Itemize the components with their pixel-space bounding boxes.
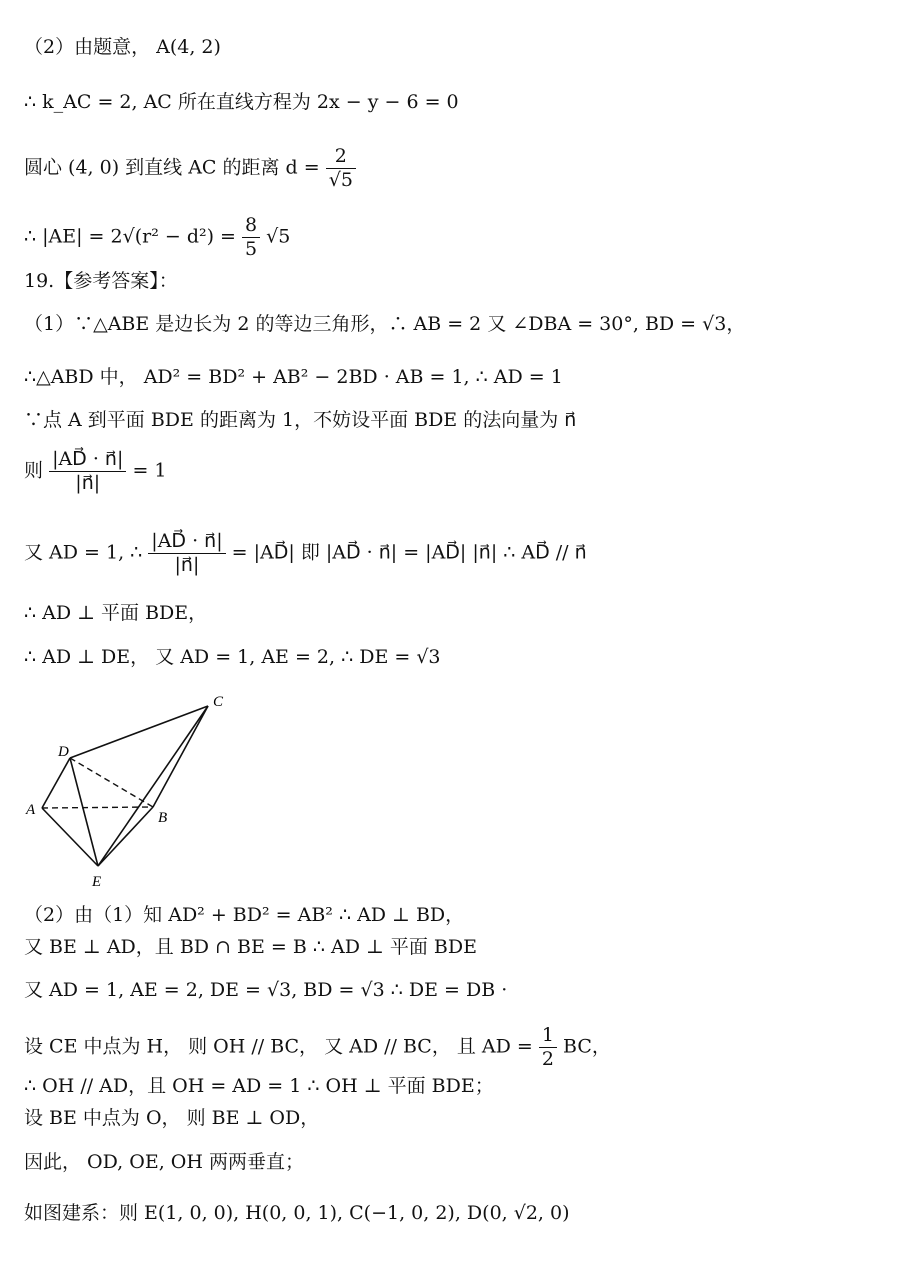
- line-17: ∴ OH // AD，且 OH = AD = 1 ∴ OH ⊥ 平面 BDE；: [24, 1075, 494, 1097]
- edge-ae: [42, 808, 98, 866]
- distance-text: 圆心 (4, 0) 到直线 AC 的距离 d =: [24, 156, 320, 179]
- line-12: ∴ AD ⊥ DE， 又 AD = 1, AE = 2, ∴ DE = √3: [24, 646, 441, 668]
- ad-fraction: [148, 530, 225, 577]
- line-11: ∴ AD ⊥ 平面 BDE，: [24, 602, 208, 624]
- edge-db-hidden: [70, 758, 153, 807]
- distance-fraction: [326, 145, 356, 192]
- fraction-numerator: 1: [539, 1024, 557, 1048]
- line-9: [24, 448, 167, 495]
- vertex-label-c: C: [213, 694, 224, 710]
- bc-suffix: BC，: [563, 1035, 611, 1058]
- line-14: 又 BE ⊥ AD，且 BD ∩ BE = B ∴ AD ⊥ 平面 BDE: [24, 936, 477, 958]
- fraction-numerator: 8: [242, 214, 260, 238]
- line-10: [24, 530, 587, 577]
- vertex-label-e: E: [92, 874, 102, 890]
- fraction-denominator: |n⃗|: [75, 471, 101, 494]
- edge-eb: [98, 807, 153, 866]
- midpoint-text: 设 CE 中点为 H， 则 OH // BC， 又 AD // BC， 且 AD =: [24, 1035, 533, 1058]
- edge-de: [70, 758, 98, 866]
- fraction-denominator: 5: [245, 237, 258, 260]
- fraction-denominator: √5: [328, 168, 353, 191]
- fraction-denominator: 2: [541, 1047, 554, 1070]
- fraction-numerator: |AD⃗ · n⃗|: [148, 530, 225, 554]
- line-4: [24, 214, 290, 261]
- line-15: 又 AD = 1, AE = 2, DE = √3, BD = √3 ∴ DE = DB ·: [24, 979, 508, 1001]
- line-18: 设 BE 中点为 O， 则 BE ⊥ OD，: [24, 1107, 320, 1129]
- line-1: （2）由题意， A(4, 2): [24, 36, 221, 58]
- line-19: 因此， OD, OE, OH 两两垂直；: [24, 1151, 304, 1173]
- section-heading-19: 19.【参考答案】：: [24, 270, 178, 292]
- ad-text: 又 AD = 1, ∴: [24, 541, 143, 564]
- ae-fraction: [242, 214, 260, 261]
- equals-one: = 1: [132, 459, 167, 482]
- fraction-numerator: 2: [326, 145, 356, 169]
- edge-ec: [98, 706, 208, 866]
- vertex-label-a: A: [26, 802, 36, 818]
- line-3: [24, 145, 356, 192]
- edge-ad: [42, 758, 70, 808]
- line-8: ∵点 A 到平面 BDE 的距离为 1，不妨设平面 BDE 的法向量为 n⃗: [24, 409, 577, 431]
- half-fraction: [539, 1024, 557, 1071]
- line-20: 如图建系：则 E(1, 0, 0), H(0, 0, 1), C(−1, 0, 2), D(0, √2, 0): [24, 1202, 570, 1224]
- fraction-denominator: |n⃗|: [174, 553, 200, 576]
- edge-bc: [153, 706, 208, 807]
- vertex-label-b: B: [158, 810, 168, 826]
- fraction-numerator: |AD⃗ · n⃗|: [49, 448, 126, 472]
- parallel-conclusion: = |AD⃗| 即 |AD⃗ · n⃗| = |AD⃗| |n⃗| ∴ AD⃗ // n⃗: [231, 541, 587, 564]
- edge-dc: [70, 706, 208, 758]
- tetrahedron-diagram: [20, 690, 240, 890]
- edge-ab-hidden: [42, 807, 153, 808]
- ae-length-suffix: √5: [266, 225, 291, 248]
- line-16: [24, 1024, 611, 1071]
- line-7: ∴△ABD 中， AD² = BD² + AB² − 2BD · AB = 1, ∴ AD = 1: [24, 366, 563, 388]
- distance-formula-fraction: [49, 448, 126, 495]
- line-2: ∴ k_AC = 2, AC 所在直线方程为 2x − y − 6 = 0: [24, 91, 459, 113]
- ze-text: 则: [24, 459, 44, 482]
- line-13: （2）由（1）知 AD² + BD² = AB² ∴ AD ⊥ BD，: [24, 904, 465, 926]
- line-6: （1）∵△ABE 是边长为 2 的等边三角形，∴ AB = 2 又 ∠DBA = 30°, BD = √3，: [24, 313, 746, 335]
- vertex-label-d: D: [58, 744, 69, 760]
- ae-length-text: ∴ |AE| = 2√(r² − d²) =: [24, 225, 236, 248]
